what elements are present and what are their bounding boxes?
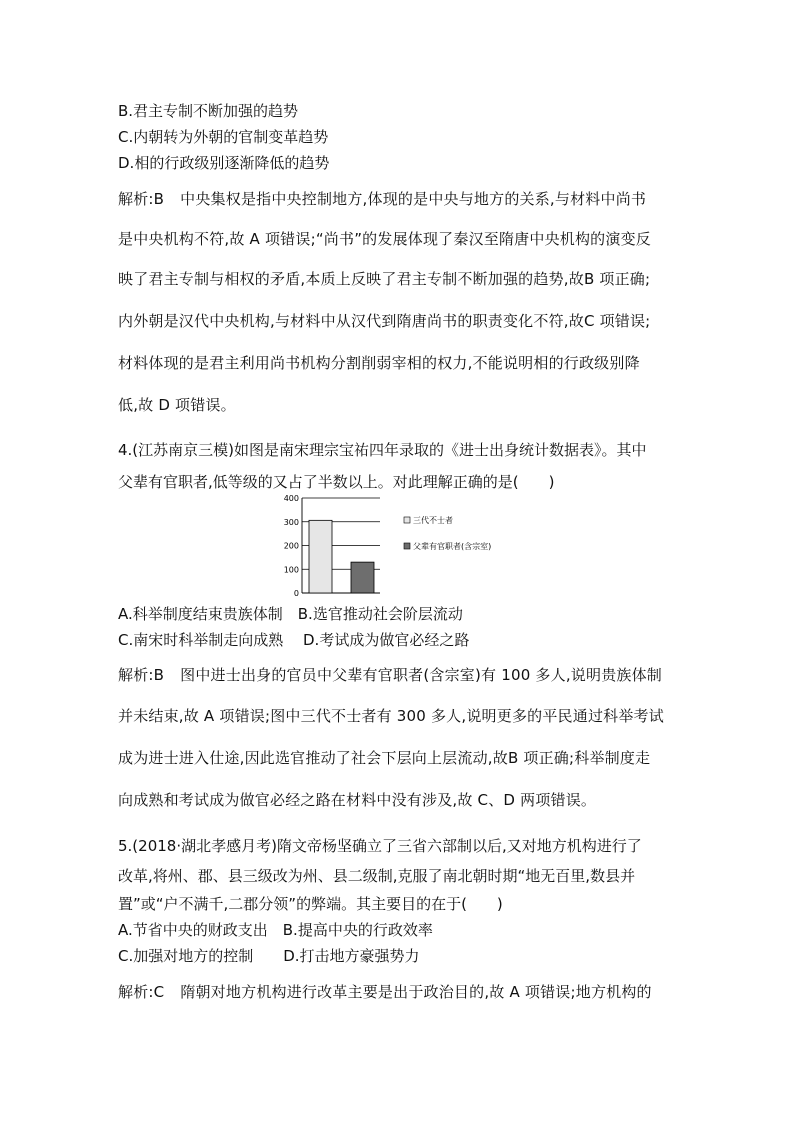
- q4-options-ab: A.科举制度结束贵族体制 B.选官推动社会阶层流动: [118, 605, 463, 623]
- q4-analysis-line-3: 成为进士进入仕途,因此选官推动了社会下层向上层流动,故B 项正确;科举制度走: [118, 749, 651, 767]
- q4-bar-chart: [280, 490, 530, 602]
- bar: [351, 562, 374, 593]
- q3-option-b: B.君主专制不断加强的趋势: [118, 102, 299, 120]
- q4-stem-line-2: 父辈有官职者,低等级的又占了半数以上。对此理解正确的是( ): [118, 473, 555, 491]
- q4-analysis-text: 图中进士出身的官员中父辈有官职者(含宗室)有 100 多人,说明贵族体制: [180, 666, 662, 684]
- y-tick-label: 400: [283, 494, 299, 503]
- q3-option-c: C.内朝转为外朝的官制变革趋势: [118, 128, 329, 146]
- legend-label: 三代不士者: [413, 516, 453, 525]
- legend-swatch: [404, 517, 410, 523]
- legend-swatch: [404, 543, 410, 549]
- q5-options-cd: C.加强对地方的控制 D.打击地方豪强势力: [118, 947, 420, 965]
- q5-stem-line-1: 5.(2018·湖北孝感月考)隋文帝杨坚确立了三省六部制以后,又对地方机构进行了: [118, 837, 642, 855]
- q5-options-ab: A.节省中央的财政支出 B.提高中央的行政效率: [118, 921, 433, 939]
- q5-stem-line-3: 置”或“户不满千,二郡分领”的弊端。其主要目的在于( ): [118, 895, 503, 913]
- q4-stem-line-1: 4.(江苏南京三模)如图是南宋理宗宝祐四年录取的《进士出身统计数据表》。其中: [118, 441, 647, 459]
- q3-analysis-line-5: 材料体现的是君主利用尚书机构分割削弱宰相的权力,不能说明相的行政级别降: [118, 354, 640, 372]
- q3-analysis-line-2: 是中央机构不符,故 A 项错误;“尚书”的发展体现了秦汉至隋唐中央机构的演变反: [118, 230, 651, 248]
- y-tick-label: 100: [283, 565, 299, 575]
- q4-analysis-label: 解析:B: [118, 666, 165, 684]
- q5-analysis-text: 隋朝对地方机构进行改革主要是出于政治目的,故 A 项错误;地方机构的: [180, 983, 652, 1001]
- q3-analysis-line-3: 映了君主专制与相权的矛盾,本质上反映了君主专制不断加强的趋势,故B 项正确;: [118, 270, 651, 288]
- q3-analysis-line-6: 低,故 D 项错误。: [118, 396, 236, 414]
- q4-analysis-line-2: 并未结束,故 A 项错误;图中三代不士者有 300 多人,说明更多的平民通过科举考试: [118, 707, 664, 725]
- legend-label: 父辈有官职者(含宗室): [413, 542, 492, 551]
- y-tick-label: 200: [283, 541, 299, 551]
- q5-stem-line-2: 改革,将州、郡、县三级改为州、县二级制,克服了南北朝时期“地无百里,数县并: [118, 867, 636, 885]
- q4-analysis-line-4: 向成熟和考试成为做官必经之路在材料中没有涉及,故 C、D 两项错误。: [118, 791, 597, 809]
- q4-options-cd: C.南宋时科举制走向成熟 D.考试成为做官必经之路: [118, 631, 470, 649]
- q4-analysis-line-1: [118, 665, 662, 685]
- q3-option-d: D.相的行政级别逐渐降低的趋势: [118, 154, 330, 172]
- q3-analysis-text: 中央集权是指中央控制地方,体现的是中央与地方的关系,与材料中尚书: [180, 190, 647, 208]
- q3-analysis-line-1: [118, 189, 646, 209]
- y-tick-label: 0: [293, 589, 299, 598]
- y-tick-label: 300: [283, 517, 299, 527]
- q3-analysis-label: 解析:B: [118, 190, 165, 208]
- q3-analysis-line-4: 内外朝是汉代中央机构,与材料中从汉代到隋唐尚书的职责变化不符,故C 项错误;: [118, 312, 651, 330]
- q5-analysis-line-1: [118, 982, 652, 1002]
- bar: [309, 520, 332, 593]
- q5-analysis-label: 解析:C: [118, 983, 165, 1001]
